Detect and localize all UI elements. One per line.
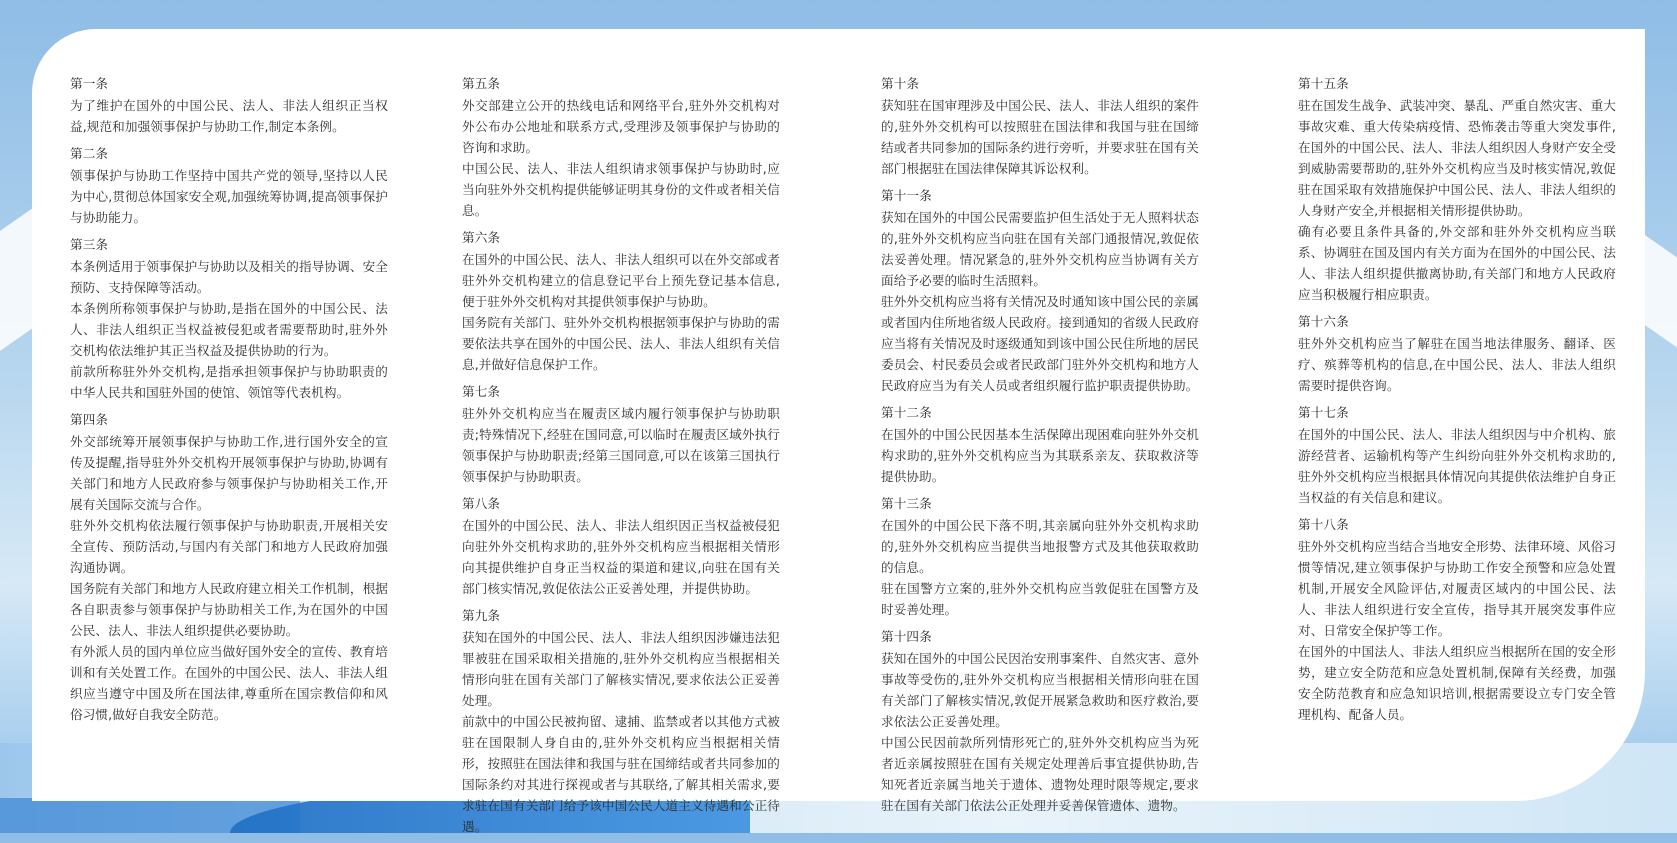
article [1298, 311, 1616, 396]
article [462, 605, 780, 837]
article-title: 第四条 [70, 412, 109, 427]
article-paragraph: 为了维护在国外的中国公民、法人、非法人组织正当权益,规范和加强领事保护与协助工作,制定本条例。 [70, 98, 388, 134]
article-paragraph: 确有必要且条件具备的,外交部和驻外外交机构应当联系、协调驻在国及国内有关方面为在国外的中国公民、法人、非法人组织提供撤离协助,有关部门和地方人民政府应当积极履行相应职责。 [1298, 224, 1616, 302]
article-title: 第十四条 [881, 629, 932, 644]
article-paragraph: 国务院有关部门和地方人民政府建立相关工作机制，根据各自职责参与领事保护与协助相关工作,为在国外的中国公民、法人、非法人组织提供必要协助。 [70, 581, 388, 638]
text-column-2 [462, 73, 780, 843]
text-column-1 [70, 73, 388, 731]
article-paragraph: 前款所称驻外外交机构,是指承担领事保护与协助职责的中华人民共和国驻外国的使馆、领馆等代表机构。 [70, 364, 388, 400]
article-title: 第二条 [70, 146, 109, 161]
article-paragraph: 驻在国发生战争、武装冲突、暴乱、严重自然灾害、重大事故灾难、重大传染病疫情、恐怖袭击等重大突发事件,在国外的中国公民、法人、非法人组织因人身财产安全受到威胁需要帮助的,驻外外交机构应当及时核实情况,敦促驻在国采取有效措施保护中国公民、法人、非法人组织的人身财产安全,并根据相关情形提供协助。 [1298, 98, 1616, 218]
article-paragraph: 本条例所称领事保护与协助,是指在国外的中国公民、法人、非法人组织正当权益被侵犯或者需要帮助时,驻外外交机构依法维护其正当权益及提供协助的行为。 [70, 301, 388, 358]
article [462, 73, 780, 221]
article [1298, 402, 1616, 508]
article-paragraph: 驻外外交机构应当在履责区域内履行领事保护与协助职责;特殊情况下,经驻在国同意,可以临时在履责区域外执行领事保护与协助职责;经第三国同意,可以在该第三国执行领事保护与协助职责。 [462, 406, 780, 484]
article [1298, 514, 1616, 725]
article-paragraph: 获知驻在国审理涉及中国公民、法人、非法人组织的案件的,驻外外交机构可以按照驻在国法律和我国与驻在国缔结或者共同参加的国际条约进行旁听，并要求驻在国有关部门根据驻在国法律保障其诉讼权利。 [881, 98, 1199, 176]
article-paragraph: 在国外的中国公民因基本生活保障出现困难向驻外外交机构求助的,驻外外交机构应当为其联系亲友、获取救济等提供协助。 [881, 427, 1199, 484]
article-paragraph: 驻外外交机构应当将有关情况及时通知该中国公民的亲属或者国内住所地省级人民政府。接到通知的省级人民政府应当将有关情况及时逐级通知到该中国公民住所地的居民委员会、村民委员会或者民政部门驻外外交机构和地方人民政府应当为有关人员或者组织履行监护职责提供协助。 [881, 294, 1199, 393]
article [70, 73, 388, 137]
article-title: 第七条 [462, 384, 501, 399]
article [462, 493, 780, 599]
article [881, 402, 1199, 487]
article-paragraph: 国务院有关部门、驻外外交机构根据领事保护与协助的需要依法共享在国外的中国公民、法人、非法人组织有关信息,并做好信息保护工作。 [462, 315, 780, 372]
article [881, 73, 1199, 179]
text-column-3 [881, 73, 1199, 822]
article-paragraph: 获知在国外的中国公民、法人、非法人组织因涉嫌违法犯罪被驻在国采取相关措施的,驻外外交机构应当根据相关情形向驻在国有关部门了解核实情况,要求依法公正妥善处理。 [462, 630, 780, 708]
article-title: 第十一条 [881, 188, 932, 203]
text-column-4 [1298, 73, 1616, 731]
article-paragraph: 中国公民因前款所列情形死亡的,驻外外交机构应当为死者近亲属按照驻在国有关规定处理善后事宜提供协助,告知死者近亲属当地关于遗体、遗物处理时限等规定,要求驻在国有关部门依法公正处理并妥善保管遗体、遗物。 [881, 735, 1199, 813]
article-title: 第十条 [881, 76, 920, 91]
article-paragraph: 前款中的中国公民被拘留、逮捕、监禁或者以其他方式被驻在国限制人身自由的,驻外外交机构应当根据相关情形，按照驻在国法律和我国与驻在国缔结或者共同参加的国际条约对其进行探视或者与其联络,了解其相关需求,要求驻在国有关部门给予该中国公民人道主义待遇和公正待遇。 [462, 714, 780, 834]
article-paragraph: 外交部统筹开展领事保护与协助工作,进行国外安全的宣传及提醒,指导驻外外交机构开展领事保护与协助,协调有关部门和地方人民政府参与领事保护与协助相关工作,开展有关国际交流与合作。 [70, 434, 388, 512]
article-paragraph: 驻外外交机构应当了解驻在国当地法律服务、翻译、医疗、殡葬等机构的信息,在中国公民、法人、非法人组织需要时提供咨询。 [1298, 336, 1616, 393]
article-paragraph: 在国外的中国公民下落不明,其亲属向驻外外交机构求助的,驻外外交机构应当提供当地报警方式及其他获取救助的信息。 [881, 518, 1199, 575]
article-paragraph: 有外派人员的国内单位应当做好国外安全的宣传、教育培训和有关处置工作。在国外的中国公民、法人、非法人组织应当遵守中国及所在国法律,尊重所在国宗教信仰和风俗习惯,做好自我安全防范。 [70, 644, 388, 722]
article [1298, 73, 1616, 305]
article-title: 第十八条 [1298, 517, 1349, 532]
article [881, 185, 1199, 396]
article-title: 第十三条 [881, 496, 932, 511]
article-paragraph: 在国外的中国公民、法人、非法人组织因与中介机构、旅游经营者、运输机构等产生纠纷向驻外外交机构求助的,驻外外交机构应当根据具体情况向其提供依法维护自身正当权益的有关信息和建议。 [1298, 427, 1616, 505]
article-paragraph: 领事保护与协助工作坚持中国共产党的领导,坚持以人民为中心,贯彻总体国家安全观,加强统筹协调,提高领事保护与协助能力。 [70, 168, 388, 225]
article [881, 626, 1199, 816]
article [462, 381, 780, 487]
article-title: 第三条 [70, 237, 109, 252]
article-paragraph: 在国外的中国法人、非法人组织应当根据所在国的安全形势，建立安全防范和应急处置机制,保障有关经费，加强安全防范教育和应急知识培训,根据需要设立专门安全管理机构、配备人员。 [1298, 644, 1616, 722]
article-paragraph: 驻外外交机构依法履行领事保护与协助职责,开展相关安全宣传、预防活动,与国内有关部门和地方人民政府加强沟通协调。 [70, 518, 388, 575]
article-paragraph: 获知在国外的中国公民需要监护但生活处于无人照料状态的,驻外外交机构应当向驻在国有关部门通报情况,敦促依法妥善处理。情况紧急的,驻外外交机构应当协调有关方面给予必要的临时生活照料。 [881, 210, 1199, 288]
article-paragraph: 中国公民、法人、非法人组织请求领事保护与协助时,应当向驻外外交机构提供能够证明其身份的文件或者相关信息。 [462, 161, 780, 218]
article [70, 143, 388, 228]
article-title: 第八条 [462, 496, 501, 511]
article-title: 第十七条 [1298, 405, 1349, 420]
article-paragraph: 驻在国警方立案的,驻外外交机构应当敦促驻在国警方及时妥善处理。 [881, 581, 1199, 617]
article-title: 第五条 [462, 76, 501, 91]
article-paragraph: 获知在国外的中国公民因治安刑事案件、自然灾害、意外事故等受伤的,驻外外交机构应当根据相关情形向驻在国有关部门了解核实情况,敦促开展紧急救助和医疗救治,要求依法公正妥善处理。 [881, 651, 1199, 729]
article-title: 第六条 [462, 230, 501, 245]
article [70, 409, 388, 725]
article-title: 第十二条 [881, 405, 932, 420]
article [881, 493, 1199, 620]
article-paragraph: 驻外外交机构应当结合当地安全形势、法律环境、风俗习惯等情况,建立领事保护与协助工作安全预警和应急处置机制,开展安全风险评估,对履责区域内的中国公民、法人、非法人组织进行安全宣传，指导其开展突发事件应对、日常安全保护等工作。 [1298, 539, 1616, 638]
article-title: 第十五条 [1298, 76, 1349, 91]
article-paragraph: 在国外的中国公民、法人、非法人组织因正当权益被侵犯向驻外外交机构求助的,驻外外交机构应当根据相关情形向其提供维护自身正当权益的渠道和建议,向驻在国有关部门核实情况,敦促依法公正妥善处理，并提供协助。 [462, 518, 780, 596]
article-paragraph: 外交部建立公开的热线电话和网络平台,驻外外交机构对外公布办公地址和联系方式,受理涉及领事保护与协助的咨询和求助。 [462, 98, 780, 155]
article-paragraph: 在国外的中国公民、法人、非法人组织可以在外交部或者驻外外交机构建立的信息登记平台上预先登记基本信息,便于驻外外交机构对其提供领事保护与协助。 [462, 252, 780, 309]
article [70, 234, 388, 403]
article-title: 第十六条 [1298, 314, 1349, 329]
article-title: 第一条 [70, 76, 109, 91]
article [462, 227, 780, 375]
article-title: 第九条 [462, 608, 501, 623]
document-card [32, 29, 1645, 834]
article-paragraph: 本条例适用于领事保护与协助以及相关的指导协调、安全预防、支持保障等活动。 [70, 259, 388, 295]
